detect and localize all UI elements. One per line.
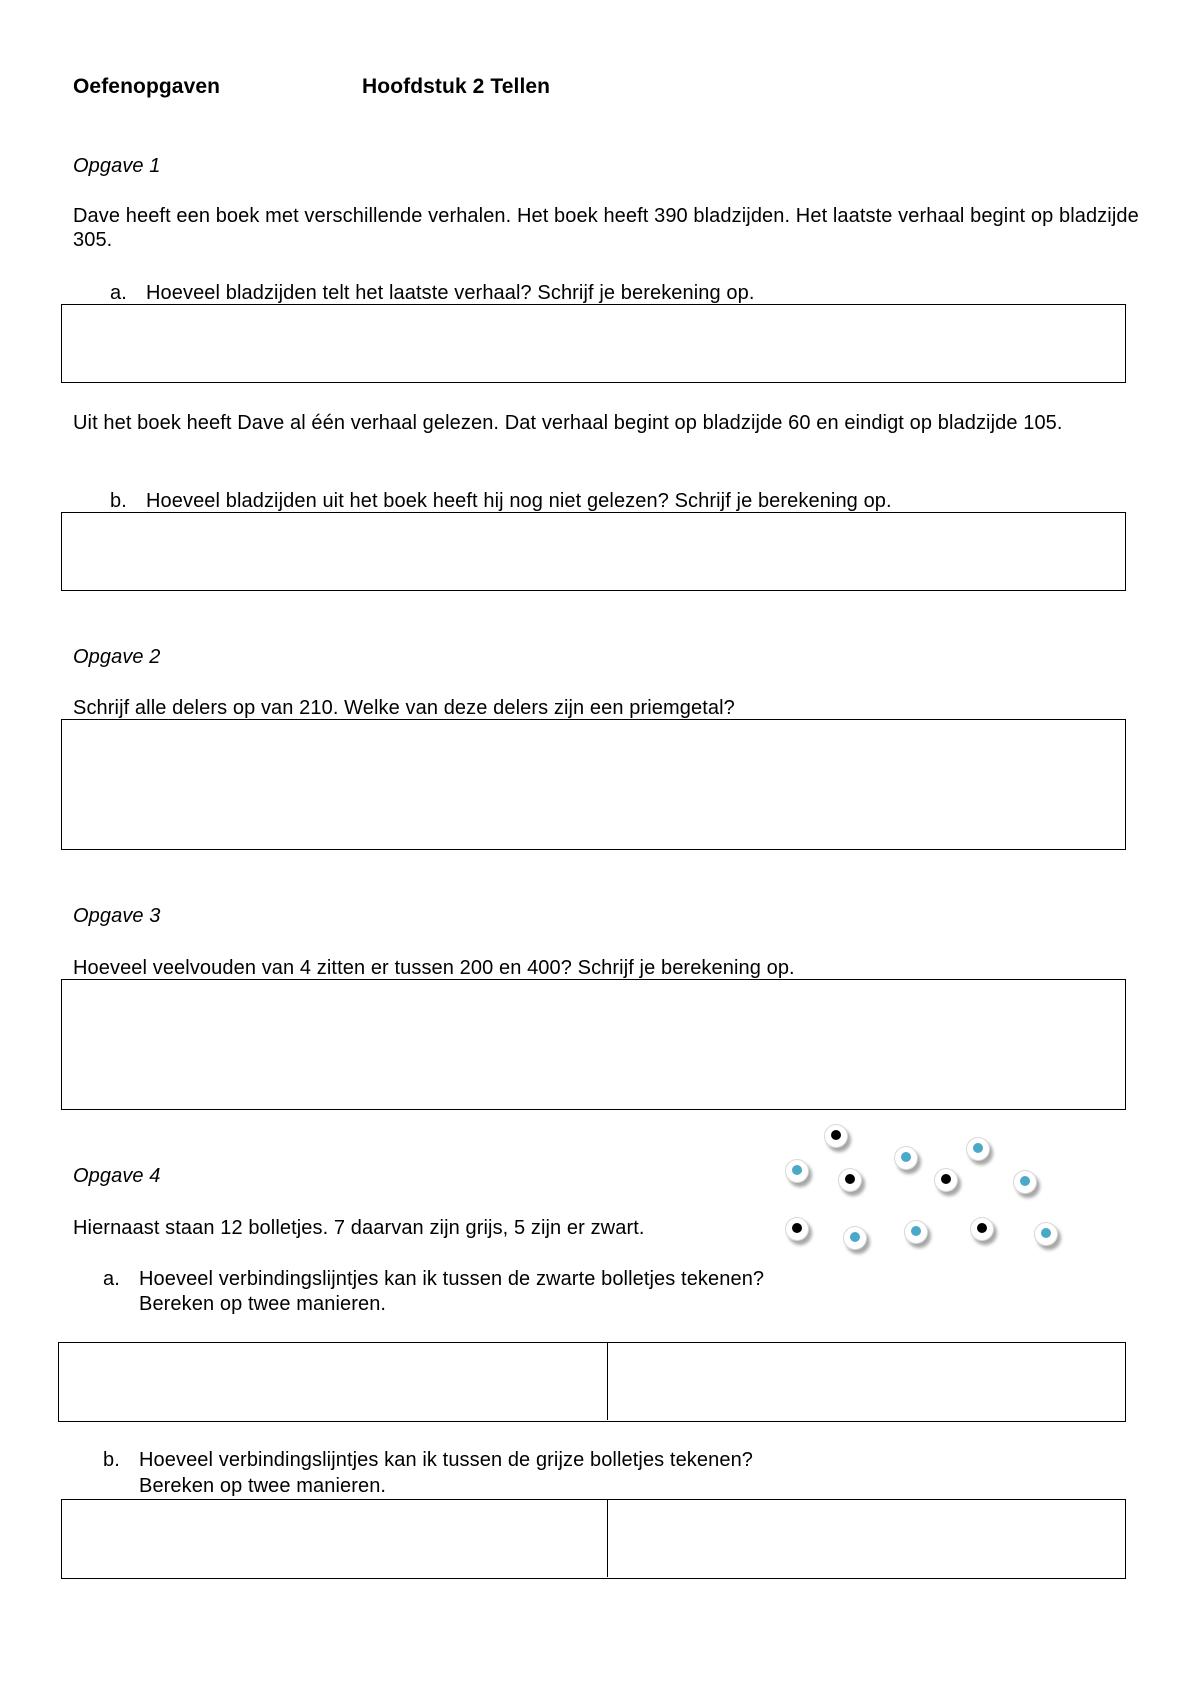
q1-a-text: Hoeveel bladzijden telt het laatste verhaal? Schrijf je berekening op. bbox=[146, 282, 755, 304]
q4-a-answer-cell-1[interactable] bbox=[58, 1342, 608, 1422]
q3-answer-box[interactable] bbox=[61, 979, 1126, 1110]
black-dot bbox=[838, 1168, 862, 1192]
q3-text: Hoeveel veelvouden van 4 zitten er tussen 200 en 400? Schrijf je berekening op. bbox=[73, 957, 795, 979]
q2-title: Opgave 2 bbox=[73, 646, 161, 668]
grey-dot bbox=[894, 1146, 918, 1170]
black-dot bbox=[934, 1168, 958, 1192]
q4-intro: Hiernaast staan 12 bolletjes. 7 daarvan zijn grijs, 5 zijn er zwart. bbox=[73, 1217, 645, 1239]
q1-b-answer-box[interactable] bbox=[61, 512, 1126, 591]
q4-a-line2: Bereken op twee manieren. bbox=[139, 1293, 387, 1315]
black-dot bbox=[785, 1217, 809, 1241]
q4-b-answer-cell-2[interactable] bbox=[608, 1499, 1126, 1579]
q2-answer-box[interactable] bbox=[61, 719, 1126, 850]
q4-b-line2: Bereken op twee manieren. bbox=[139, 1475, 387, 1497]
q1-b-text: Hoeveel bladzijden uit het boek heeft hij nog niet gelezen? Schrijf je berekening op. bbox=[146, 490, 892, 512]
grey-dot bbox=[1013, 1170, 1037, 1194]
q4-b-line1: Hoeveel verbindingslijntjes kan ik tussen de grijze bolletjes tekenen? bbox=[139, 1449, 754, 1471]
q3-title: Opgave 3 bbox=[73, 905, 161, 927]
q1-a-question bbox=[110, 281, 754, 305]
q1-a-answer-box[interactable] bbox=[61, 304, 1126, 383]
grey-dot bbox=[1034, 1222, 1058, 1246]
q4-a-answer-cell-2[interactable] bbox=[608, 1342, 1126, 1422]
header-left: Oefenopgaven bbox=[73, 75, 221, 98]
grey-dot bbox=[904, 1220, 928, 1244]
q1-b-label: b. bbox=[110, 490, 127, 512]
q1-a-label: a. bbox=[110, 282, 127, 304]
q4-title: Opgave 4 bbox=[73, 1165, 161, 1187]
grey-dot bbox=[785, 1159, 809, 1183]
q1-intro: Dave heeft een boek met verschillende verhalen. Het boek heeft 390 bladzijden. Het laatste verhaal begint op bladzijde 305. bbox=[73, 205, 1139, 251]
q2-text: Schrijf alle delers op van 210. Welke van deze delers zijn een priemgetal? bbox=[73, 697, 735, 719]
grey-dot bbox=[843, 1226, 867, 1250]
grey-dot bbox=[966, 1137, 990, 1161]
q4-a-question bbox=[103, 1267, 764, 1291]
q4-b-question bbox=[103, 1448, 753, 1472]
q4-a-label: a. bbox=[103, 1268, 120, 1290]
q4-b-answer-cell-1[interactable] bbox=[61, 1499, 608, 1579]
black-dot bbox=[970, 1217, 994, 1241]
header-right: Hoofdstuk 2 Tellen bbox=[362, 75, 551, 98]
q1-mid: Uit het boek heeft Dave al één verhaal gelezen. Dat verhaal begint op bladzijde 60 en eindigt op bladzijde 105. bbox=[73, 412, 1063, 434]
black-dot bbox=[824, 1124, 848, 1148]
q4-a-line1: Hoeveel verbindingslijntjes kan ik tussen de zwarte bolletjes tekenen? bbox=[139, 1268, 765, 1290]
q1-b-question bbox=[110, 489, 892, 513]
q4-b-label: b. bbox=[103, 1449, 120, 1471]
q1-title: Opgave 1 bbox=[73, 155, 161, 177]
